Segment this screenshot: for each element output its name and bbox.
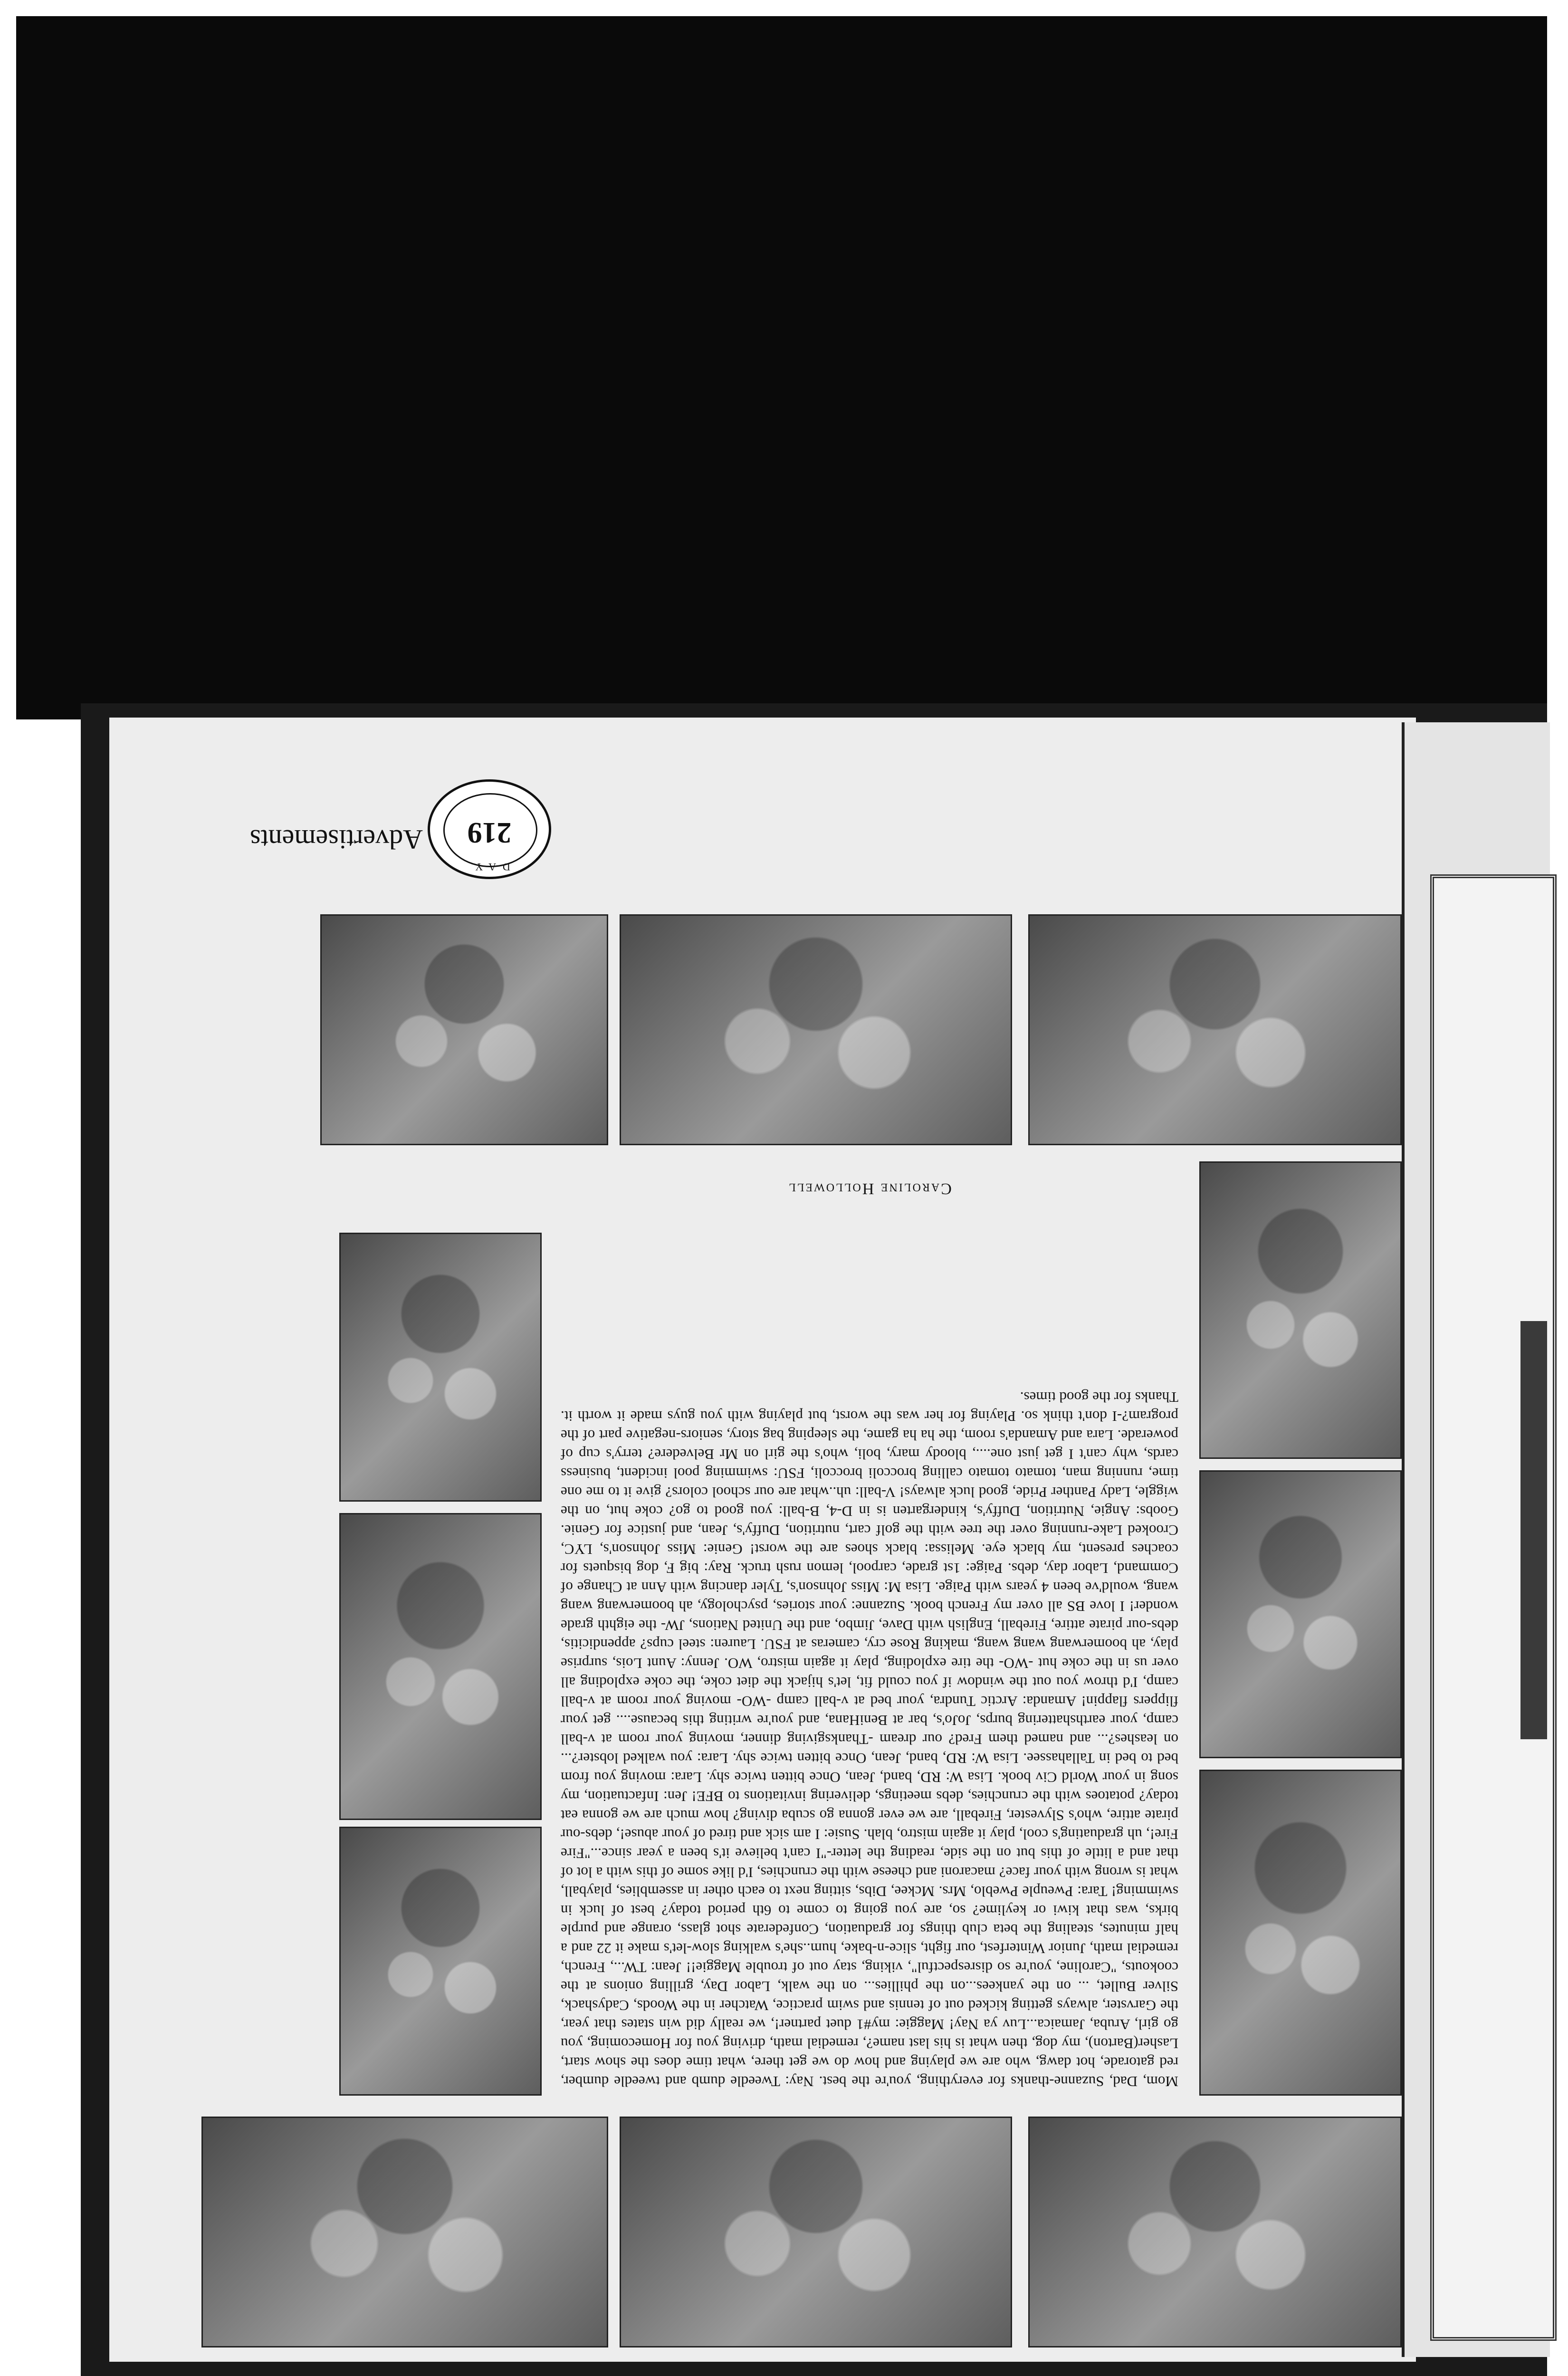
photo-right-2 (339, 1513, 542, 1820)
photo-left-1 (1199, 1770, 1402, 2096)
photo-right-1 (339, 1827, 542, 2096)
student-name-heading: Caroline Hollowell (787, 1180, 952, 1198)
photo-bottom-left (1028, 914, 1402, 1145)
photo-top-left (1028, 2117, 1402, 2347)
rotated-page-content (109, 718, 1416, 2362)
seal-day-label: DAY (468, 861, 510, 873)
page-number-seal (428, 779, 551, 879)
scanner-black-background (16, 16, 1547, 719)
facing-page-dark-panel (1520, 1321, 1547, 1739)
section-title: Advertisements (249, 824, 423, 855)
senior-letter-text: Mom, Dad, Suzanne-thanks for everything, you're the best. Nay: Tweedle dumb and tweedle dumber, red gatorade, hot dawg, who are we playing and how do we get there, what time does the show start, Lasher(Barton), my dog, then what is his last name?, remedial math, driving you for Homecoming, you go girl, Aruba, Jamaica...Luv ya Nay! Maggie: my#1 duet partner!, we really did win states that year, the Garvster, always getting kicked out of tennis and swim practice, Watcher in the Woods, Cadyshack, Silver Bullet, ... on the yankees...on the phillies... on the walk, Labor Day, grilling onions at the cookouts, "Caroline, you're so disrespectful", viking, stay out of trouble Maggie!! Jean: TW..., French, remedial math, Junior Winterfest, our fight, slice-n-bake, hum..she's walking slow-let's make it 22 and a half minutes, stealing the beta club things for graduation, Confederate shot glass, orange and purple birks, was that kiwi or keylime? so, are you going to come to 6th period today? best of luck in swimming! Tara: Pweuple Pweblo, Mrs. Mckee, Dibs, sitting next to each other in assemblies, playball, what is wrong with your face? macaroni and cheese with the crunchies, I'd like some of this with a lot of that and a little of this but on the side, reading the letter-"I can't believe it's been a year since..."Fire Fire!, uh graduating's cool, play it again mistro, blah. Susie: I am sick and tired of your abuse!, debs-our pirate attire, who's Slyvester, Fireball, are we ever gonna go scuba diving? how much are we gonna eat today? potatoes with the crunchies, debs meetings, delivering invitations to BFE! Jen: Infactuation, my song in your World Civ book. Lisa W: RD, band, Jean, Once bitten twice shy. Lara: moving you from bed to bed in Tallahassee. Lisa W: RD, band, Jean, Once bitten twice shy. Lara: you walked lobster?... on leashes?... and named them Fred? our dream -Thanksgiving dinner, moving your room at v-ball camp, your earthshattering burps, JoJo's, bar at BeniHana, and you're writing this because.... get your flippers flappin! Amanda: Arctic Tundra, your bed at v-ball camp -WO- moving your room at v-ball camp, I'd throw you out the window if you could fit, let's hijack the diet coke, the coke exploding all over us in the coke hut -WO- the tire exploding, play it again mistro, WO. Jenny: Aunt Lois, surprise play, ah boomerwang wang wang, making Rose cry, cameras at FSU. Lauren: steel cups? appendicitis, debs-our pirate attire, Fireball, English with Dave, Jimbo, and the United Nations, JW- the eighth grade wonder! I love BS all over my French book. Suzanne: your stories, psychology, ah boomerwang wang wang, would've been 4 years with Paige. Lisa M: Miss Johnson's, Tyler dancing with Ann at Change of Command, Labor day, debs. Paige: 1st grade, carpool, lemon rush truck. Ray: big F, dog bisquets for coaches present, my black eye. Melissa: black shoes are the worst! Genie: Miss Johnson's, LYC, Crooked Lake-running over the tree with the golf cart, nutrition, Duffy's, Jean, and justice for Genie. Goobs: Angie, Nutrition, Duffy's, kindergarten is in D-4, B-ball: you good to go? coke hut, on the wiggle, Lady Panther Pride, good luck always! V-ball: uh..what are our school colors? give it to me one time, running man, tomato tomato calling broccoli broccoli, FSU: swimming pool incident, business cards, why can't I get just one...., bloody mary, boli, who's the girl on Mr Belvedere? terry's cup of powerade. Lara and Amanda's room, the ha ha game, the sleeping bag story, seniors-negative part of the program?-I don't think so. Playing for her was the worst, but playing with you guys made it worth it. Thanks for the good times. (561, 1389, 1178, 2090)
photo-left-2 (1199, 1470, 1402, 1758)
photo-bottom-middle (620, 914, 1012, 1145)
photo-top-middle (620, 2117, 1012, 2347)
photo-bottom-right (320, 914, 608, 1145)
photo-left-3 (1199, 1161, 1402, 1459)
text-column (556, 1164, 1183, 2096)
footer (133, 751, 561, 893)
page-number: 219 (467, 816, 512, 849)
photo-right-3 (339, 1233, 542, 1502)
photo-top-right (201, 2117, 608, 2347)
